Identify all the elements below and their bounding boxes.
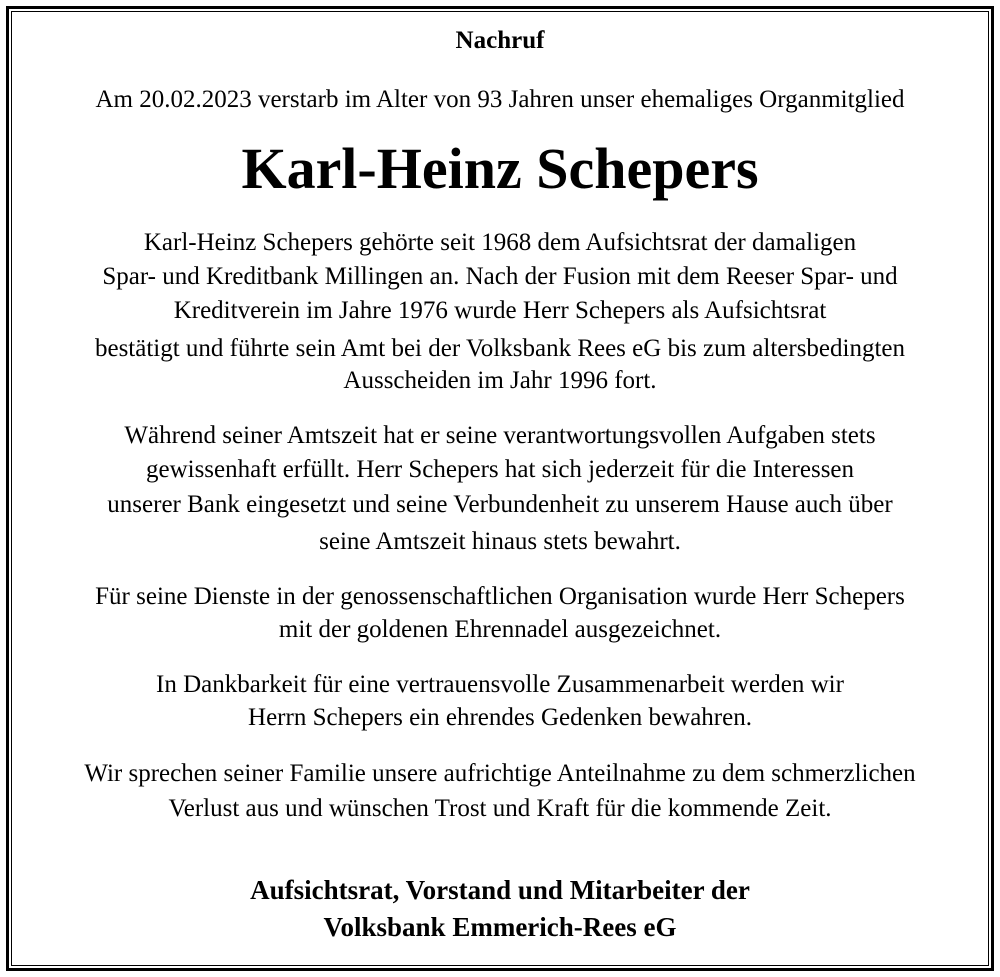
paragraph-line: bestätigt und führte sein Amt bei der Volksbank Rees eG bis zum altersbedingten [94, 335, 906, 362]
paragraph-line: Wir sprechen seiner Familie unsere aufrichtige Anteilnahme zu dem schmerzlichen [84, 760, 916, 787]
paragraph-line: mit der goldenen Ehrennadel ausgezeichnet. [278, 616, 722, 643]
deceased-name: Karl-Heinz Schepers [241, 136, 759, 201]
paragraph-line: Für seine Dienste in der genossenschaftlichen Organisation wurde Herr Schepers [95, 583, 905, 610]
signature-line: Aufsichtsrat, Vorstand und Mitarbeiter der [250, 875, 750, 905]
paragraph-line: unserer Bank eingesetzt und seine Verbundenheit zu unserem Hause auch über [107, 491, 893, 518]
intro-line: Am 20.02.2023 verstarb im Alter von 93 Jahren unser ehemaliges Organmitglied [95, 86, 905, 113]
paragraph-line: Karl-Heinz Schepers gehörte seit 1968 dem Aufsichtsrat der damaligen [143, 229, 857, 256]
paragraph-line: Während seiner Amtszeit hat er seine verantwortungsvollen Aufgaben stets [124, 422, 876, 449]
paragraph-line: seine Amtszeit hinaus stets bewahrt. [319, 528, 681, 555]
signature-line: Volksbank Emmerich-Rees eG [323, 912, 677, 942]
paragraph-line: gewissenhaft erfüllt. Herr Schepers hat sich jederzeit für die Interessen [145, 456, 855, 483]
paragraph-line: Ausscheiden im Jahr 1996 fort. [343, 367, 657, 394]
paragraph-line: Spar- und Kreditbank Millingen an. Nach der Fusion mit dem Reeser Spar- und [102, 263, 898, 290]
notice-title: Nachruf [455, 27, 545, 54]
paragraph-line: In Dankbarkeit für eine vertrauensvolle Zusammenarbeit werden wir [156, 671, 844, 698]
paragraph-line: Kreditverein im Jahre 1976 wurde Herr Schepers als Aufsichtsrat [173, 297, 827, 324]
paragraph-line: Herrn Schepers ein ehrendes Gedenken bewahren. [248, 704, 752, 731]
paragraph-line: Verlust aus und wünschen Trost und Kraft für die kommende Zeit. [168, 795, 832, 822]
